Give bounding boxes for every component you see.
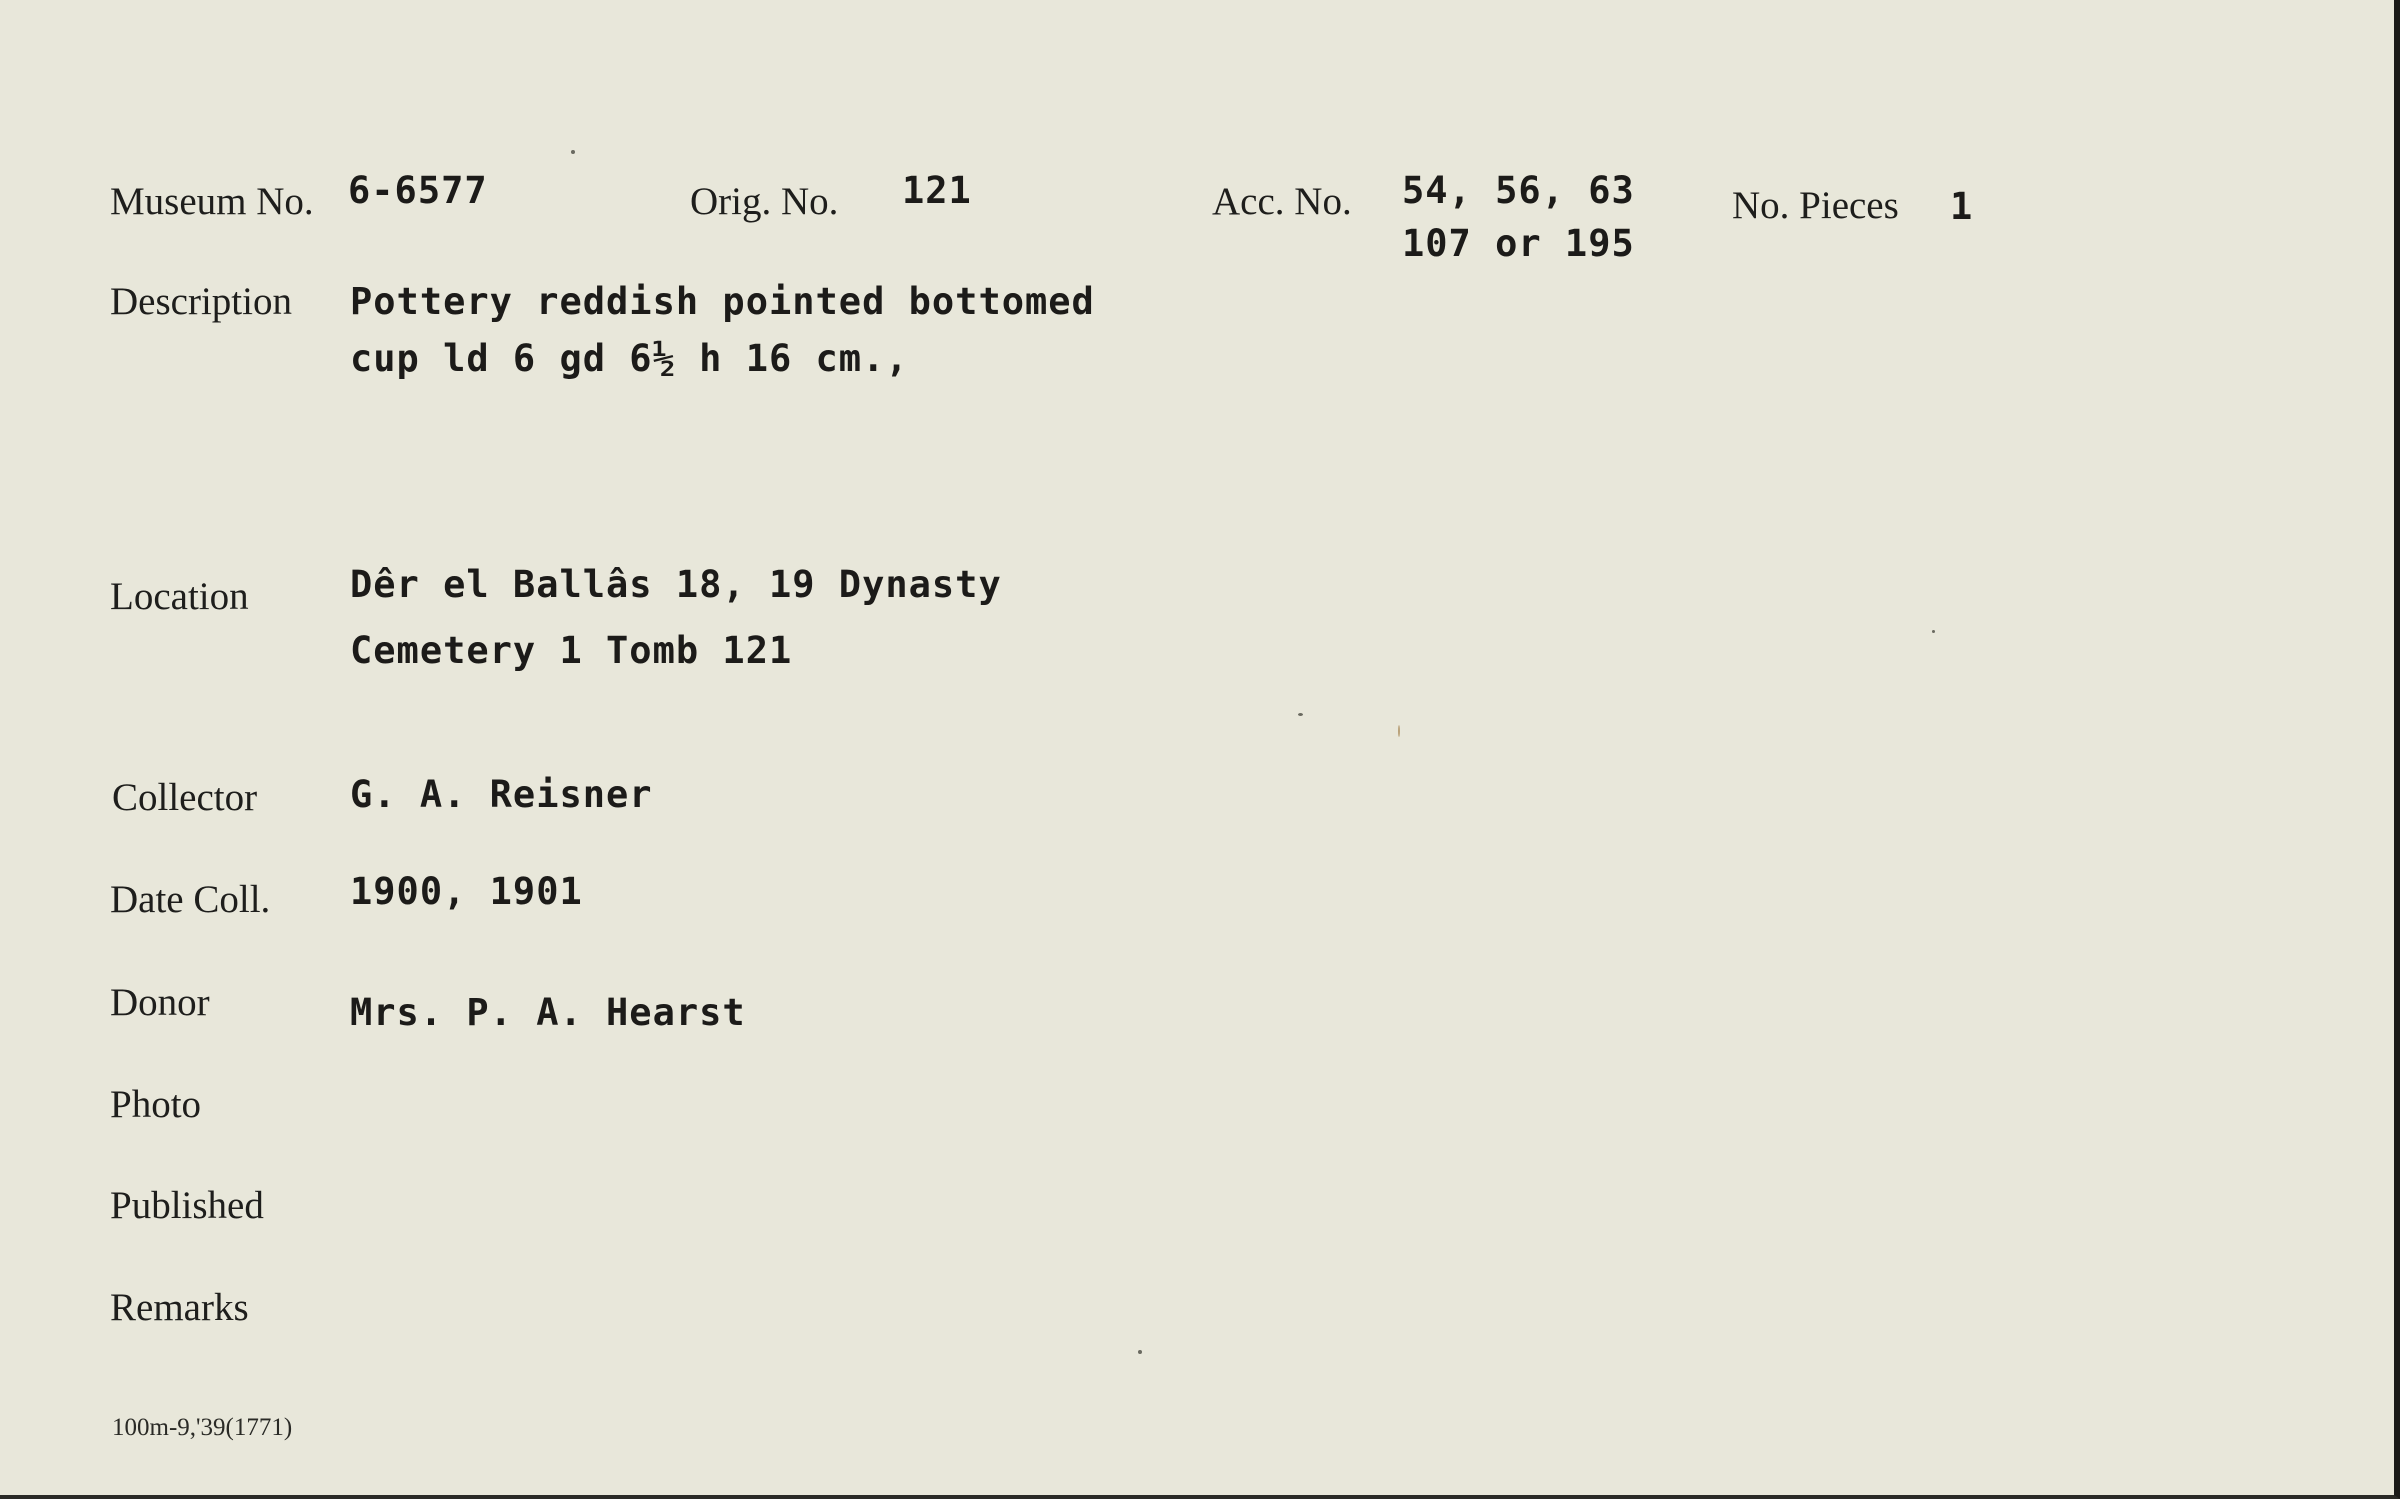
remarks-label: Remarks <box>110 1286 249 1329</box>
description-label: Description <box>110 280 292 323</box>
location-label: Location <box>110 575 249 618</box>
paper-speck <box>1138 1350 1142 1354</box>
paper-speck <box>1932 630 1935 633</box>
orig-no-label: Orig. No. <box>690 180 839 223</box>
location-line1: Dêr el Ballâs 18, 19 Dynasty <box>350 563 1002 606</box>
date-coll-value: 1900, 1901 <box>350 870 583 913</box>
museum-no-value: 6-6577 <box>348 169 488 212</box>
acc-no-value-line1: 54, 56, 63 <box>1402 169 1635 212</box>
print-code: 100m-9,'39(1771) <box>112 1414 293 1441</box>
description-line2: cup ld 6 gd 6½ h 16 cm., <box>350 337 909 380</box>
no-pieces-label: No. Pieces <box>1732 184 1899 227</box>
acc-no-value-line2: 107 or 195 <box>1402 222 1635 265</box>
collector-value: G. A. Reisner <box>350 773 653 816</box>
orig-no-value: 121 <box>902 169 972 212</box>
date-coll-label: Date Coll. <box>110 878 271 921</box>
acc-no-label: Acc. No. <box>1212 180 1352 223</box>
collector-label: Collector <box>112 776 258 819</box>
donor-value: Mrs. P. A. Hearst <box>350 991 746 1034</box>
location-line2: Cemetery 1 Tomb 121 <box>350 629 793 672</box>
photo-label: Photo <box>110 1083 202 1126</box>
no-pieces-value: 1 <box>1950 185 1974 228</box>
donor-label: Donor <box>110 981 210 1024</box>
paper-speck <box>1398 725 1400 737</box>
published-label: Published <box>110 1184 264 1227</box>
paper-speck <box>1298 713 1303 716</box>
museum-no-label: Museum No. <box>110 180 314 223</box>
paper-speck <box>571 150 575 154</box>
description-line1: Pottery reddish pointed bottomed <box>350 280 1095 323</box>
